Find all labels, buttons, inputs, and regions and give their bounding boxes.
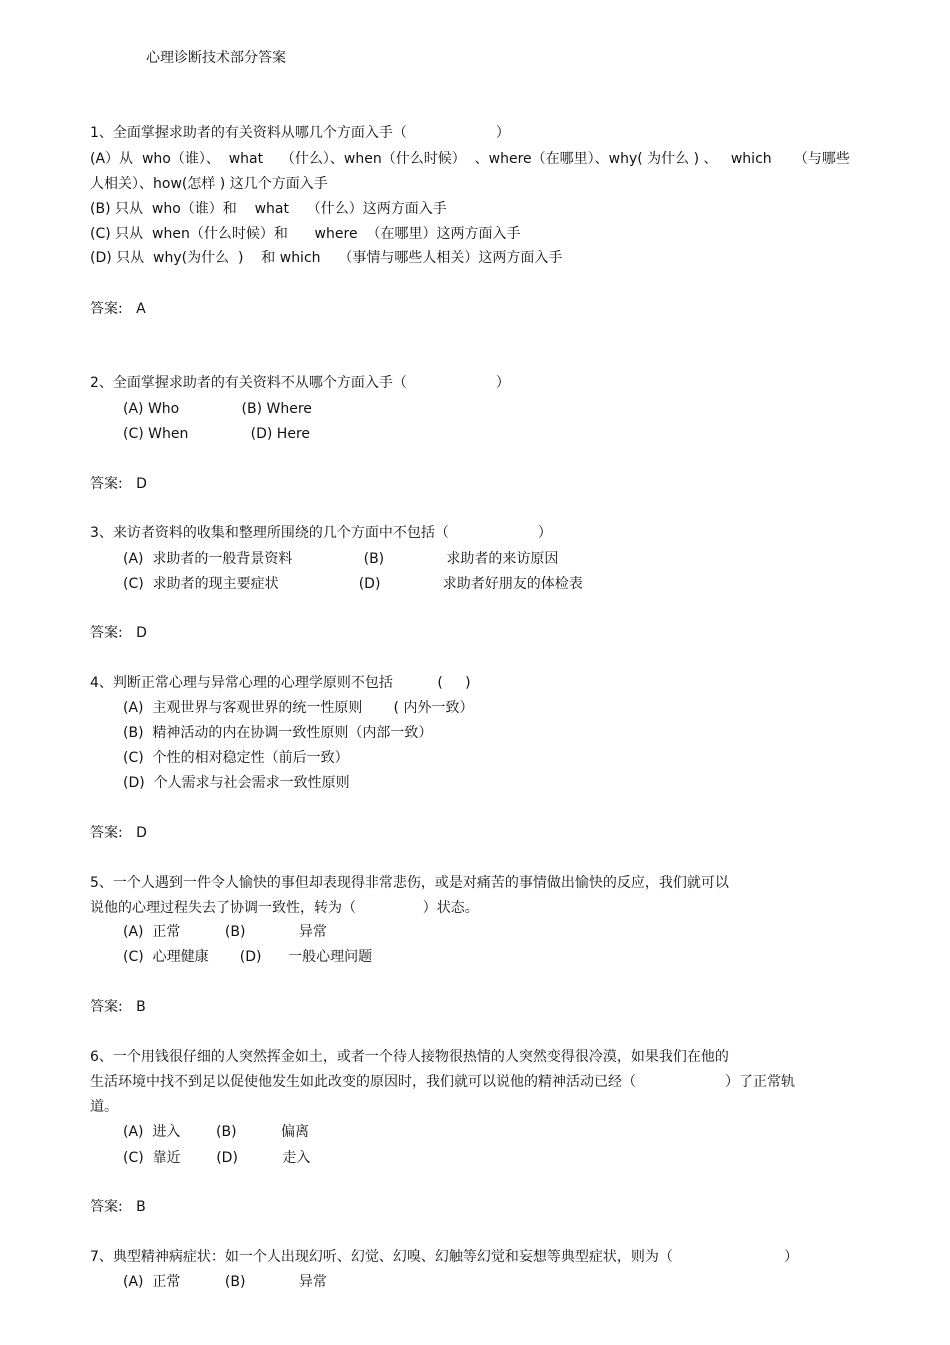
question-4-option-b: (B) 精神活动的内在协调一致性原则（内部一致） — [123, 725, 433, 741]
question-5-stem-line2: 说他的心理过程失去了协调一致性，转为（ ）状态。 — [90, 900, 479, 916]
question-1-option-c: (C) 只从 when（什么时候）和 where （在哪里）这两方面入手 — [90, 226, 521, 242]
question-5-options-row2: (C) 心理健康 (D) 一般心理问题 — [123, 949, 373, 965]
question-2-options-row2: (C) When (D) Here — [123, 426, 311, 442]
question-3-stem: 3、来访者资料的收集和整理所围绕的几个方面中不包括（ ） — [90, 525, 552, 541]
question-1-option-a-line1: (A）从 who（谁）、 what （什么）、when（什么时候） 、where（在哪里）、why( 为什么 ) 、 which （与哪些 — [90, 151, 850, 167]
question-6-options-row2: (C) 靠近 (D) 走入 — [123, 1150, 311, 1166]
question-4-stem: 4、判断正常心理与异常心理的心理学原则不包括 ( ) — [90, 675, 471, 691]
question-2-answer: 答案: D — [90, 476, 147, 492]
question-7-options-row1: (A) 正常 (B) 异常 — [123, 1274, 327, 1290]
question-1-answer: 答案: A — [90, 301, 146, 317]
question-1-option-a-line2: 人相关）、how(怎样 ) 这几个方面入手 — [90, 176, 328, 192]
question-1-option-d: (D) 只从 why(为什么 ) 和 which （事情与哪些人相关）这两方面入手 — [90, 250, 563, 266]
document-title: 心理诊断技术部分答案 — [146, 50, 286, 66]
question-6-stem-line2: 生活环境中找不到足以促使他发生如此改变的原因时，我们就可以说他的精神活动已经（ ）了正常轨 — [90, 1074, 796, 1090]
question-2-options-row1: (A) Who (B) Where — [123, 401, 312, 417]
question-4-option-d: (D) 个人需求与社会需求一致性原则 — [123, 775, 350, 791]
question-6-answer: 答案: B — [90, 1199, 146, 1215]
question-2-stem: 2、全面掌握求助者的有关资料不从哪个方面入手（ ） — [90, 375, 510, 391]
question-1-option-b: (B) 只从 who（谁）和 what （什么）这两方面入手 — [90, 201, 447, 217]
question-4-answer: 答案: D — [90, 825, 147, 841]
question-6-stem-line3: 道。 — [90, 1099, 118, 1115]
question-4-option-a: (A) 主观世界与客观世界的统一性原则 ( 内外一致） — [123, 700, 474, 716]
question-4-option-c: (C) 个性的相对稳定性（前后一致） — [123, 750, 349, 766]
question-1-stem: 1、全面掌握求助者的有关资料从哪几个方面入手（ ） — [90, 125, 510, 141]
question-3-options-row2: (C) 求助者的现主要症状 (D) 求助者好朋友的体检表 — [123, 576, 583, 592]
question-6-options-row1: (A) 进入 (B) 偏离 — [123, 1124, 310, 1140]
question-3-options-row1: (A) 求助者的一般背景资料 (B) 求助者的来访原因 — [123, 551, 559, 567]
question-6-stem-line1: 6、一个用钱很仔细的人突然挥金如土，或者一个待人接物很热情的人突然变得很冷漠，如果我们在他的 — [90, 1049, 729, 1065]
question-7-stem: 7、典型精神病症状：如一个人出现幻听、幻觉、幻嗅、幻触等幻觉和妄想等典型症状，则为（ ） — [90, 1249, 799, 1265]
question-5-answer: 答案: B — [90, 999, 146, 1015]
question-5-stem-line1: 5、一个人遇到一件令人愉快的事但却表现得非常悲伤，或是对痛苦的事情做出愉快的反应，我们就可以 — [90, 875, 729, 891]
question-3-answer: 答案: D — [90, 625, 147, 641]
question-5-options-row1: (A) 正常 (B) 异常 — [123, 924, 327, 940]
